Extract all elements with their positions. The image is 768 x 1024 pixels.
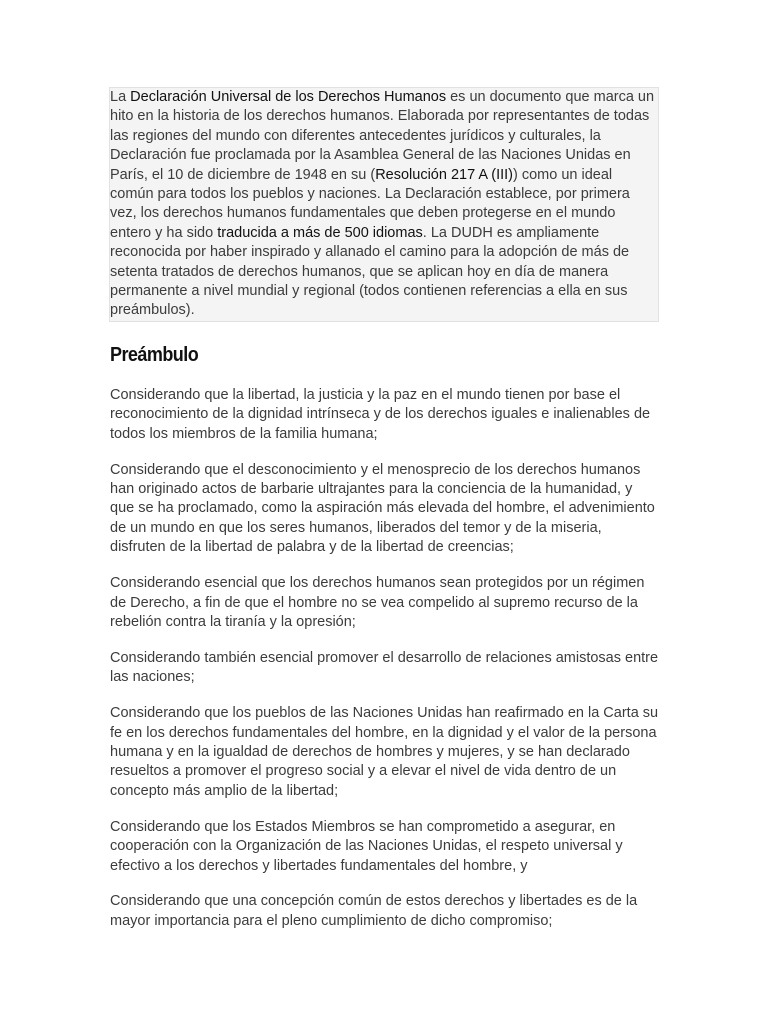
translations-link[interactable]: traducida a más de 500 idiomas <box>217 224 423 241</box>
preamble-paragraph-4: Considerando también esencial promover el desarrollo de relaciones amistosas entre las naciones; <box>110 649 659 686</box>
intro-text-2: es un documento que marca un hito en la historia de los derechos humanos. Elaborada por representantes de todas las regiones del mundo con diferentes antecedentes jurídicos y culturales, la Declaración fue proclamada por la Asamblea General de las Naciones Unidas en París, el 10 de diciembre de 1948 en su ( <box>110 89 655 183</box>
intro-box <box>109 87 659 322</box>
preamble-paragraph-3: Considerando esencial que los derechos humanos sean protegidos por un régimen de Derecho, a fin de que el hombre no se vea compelido al supremo recurso de la rebelión contra la tiranía y la opresión; <box>110 575 645 630</box>
preamble-paragraph-7: Considerando que una concepción común de estos derechos y libertades es de la mayor importancia para el pleno cumplimiento de dicho compromiso; <box>110 893 638 929</box>
preamble-paragraph-5: Considerando que los pueblos de las Naciones Unidas han reafirmado en la Carta su fe en los derechos fundamentales del hombre, en la dignidad y el valor de la persona humana y en la igualdad de derechos de hombres y mujeres, y se han declarado resueltos a promover el progreso social y a elevar el nivel de vida dentro de un concepto más amplio de la libertad; <box>110 705 659 799</box>
resolution-link[interactable]: Resolución 217 A (III) <box>375 166 514 183</box>
preamble-paragraph-1: Considerando que la libertad, la justicia y la paz en el mundo tienen por base el reconocimiento de la dignidad intrínseca y de los derechos iguales e inalienables de todos los miembros de la familia humana; <box>110 386 651 442</box>
intro-paragraph <box>110 88 658 321</box>
preamble-heading: Preámbulo <box>110 343 199 366</box>
intro-text-3: ) como un ideal común para todos los pueblos y naciones. La Declaración establece, por primera vez, los derechos humanos fundamentales que deben protegerse en el mundo entero y ha sido <box>110 166 630 241</box>
preamble-paragraph-6: Considerando que los Estados Miembros se han comprometido a asegurar, en cooperación con la Organización de las Naciones Unidas, el respeto universal y efectivo a los derechos y libertades fundamentales del hombre, y <box>110 818 623 874</box>
udhr-link[interactable]: Declaración Universal de los Derechos Humanos <box>130 89 447 105</box>
intro-text-1: La <box>110 89 131 105</box>
preamble-paragraph-2: Considerando que el desconocimiento y el menosprecio de los derechos humanos han originado actos de barbarie ultrajantes para la conciencia de la humanidad, y que se ha proclamado, como la aspiración más elevada del hombre, el advenimiento de un mundo en que los seres humanos, liberados del temor y de la miseria, disfruten de la libertad de palabra y de la libertad de creencias; <box>110 461 655 556</box>
intro-text-4: . La DUDH es ampliamente reconocida por haber inspirado y allanado el camino para la adopción de más de setenta tratados de derechos humanos, que se aplican hoy en día de manera permanente a nivel mundial y regional (todos contienen referencias a ella en sus preámbulos). <box>110 224 630 319</box>
document-body <box>110 87 659 948</box>
